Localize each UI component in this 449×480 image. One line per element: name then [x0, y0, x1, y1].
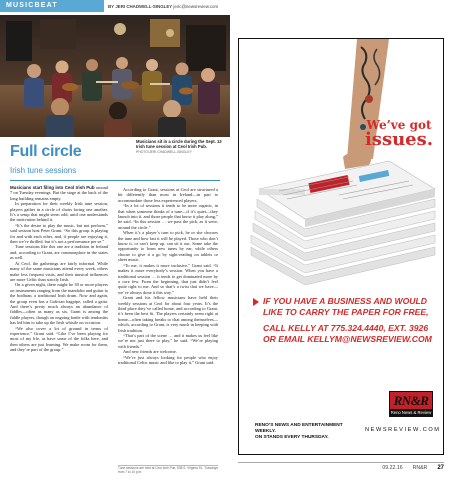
- ad-tagline-line1: RENO’S NEWS AND ENTERTAINMENT WEEKLY.: [255, 423, 343, 434]
- paragraph: “We also cover a lot of ground in terms of experience,” Grant said. “Like I’ve been playing for most of my life, as have some of the folks here, and then others are just learning. We make room for them, and they’re part of the group.”: [10, 325, 108, 353]
- arrow-right-icon: [253, 298, 259, 306]
- ad-headline-line2: issues.: [364, 129, 434, 150]
- rnr-logo: [389, 391, 433, 417]
- lede-text: Musicians start filing into Ceol Irish Pub: [10, 185, 95, 190]
- paragraph: Tune sessions like this one are a tradition in Ireland and, according to Grant, are commonplace in the states as well.: [10, 244, 108, 261]
- paragraph: “To me, it makes it more inclusive,” Grant said. “It makes it more everybody’s session. When you have a traditional session … it tends to get dominated more by a core few. From the beginning, that just didn’t feel quite right to me. And so that’s a twist that we have—we’ve always done it this way.”: [118, 262, 218, 295]
- ad-contact-phone[interactable]: CALL KELLY AT 775.324.4440, EXT. 3926: [263, 323, 429, 333]
- paragraph: “We’re just always looking for people who enjoy traditional Celtic music and like to play it,” Grant said.: [118, 354, 218, 365]
- ad-copy-line: LIKE TO CARRY THE PAPER FOR FREE,: [263, 307, 429, 317]
- paragraph: around 7 on Tuesday evenings. But the stage at the back of the long building remains empty.: [10, 185, 108, 201]
- headline-rule: [10, 180, 220, 181]
- photo-caption: [136, 139, 228, 155]
- paragraph: At Ceol, the gatherings are fairly informal. While many of the same musicians attend every week, others make less frequent visits, and their musical influences are more Celtic than strictly Irish.: [10, 260, 108, 282]
- paragraph: “In a lot of sessions it tends to be more organic, in that when someone thinks of a tune—if it’s quiet—they launch into it, and those people that know it play along,” he said. “In this session … we pass the pick, as it were, around the circle.”: [118, 203, 218, 230]
- ad-tagline-line2: ON STANDS EVERY THURSDAY.: [255, 435, 329, 440]
- paragraph: When it’s a player’s turn to pick, he or she chooses the tune and how fast it will be played. Those who don’t know it, or can’t keep up, can sit it out. Some take the opportunity to learn new tunes by ear, while others choose to give it a go by sight-reading on tablets or sheet music.: [118, 230, 218, 263]
- lede-paragraph: [10, 185, 108, 201]
- ad-headline: [357, 119, 441, 149]
- paragraph: Grant and his fellow musicians have held their weekly sessions at Ceol for about four years. It’s the third place they’ve called home, and according to Grant, it’s been the best fit. The players certainly seem right at home—often taking breaks to chat among themselves—which, according to Grant, is very much in keeping with Irish tradition.: [118, 295, 218, 333]
- pub-session-photo: [0, 15, 230, 137]
- paragraph: “It’s the desire to play the music, but not perform,” said session host Peter Grant. “So this group is playing for and with each other, and, if people are enjoying it, then we’re thrilled, but it’s not a performance per se.”: [10, 222, 108, 245]
- article-column-left: [10, 185, 108, 353]
- paragraph: “That’s part of the scene … and it makes us feel like we’re not just there to play,” he said. “We’re playing with friends.”: [118, 332, 218, 349]
- house-ad: [238, 38, 444, 455]
- ad-copy-line: IF YOU HAVE A BUSINESS AND WOULD: [263, 296, 427, 306]
- rnr-logo-bar: Reno News & Review: [390, 410, 432, 415]
- section-header: [0, 0, 230, 12]
- byline-email: jeric@newsreview.com: [173, 3, 219, 9]
- caption-text: Musicians sit in a circle during the Sept. 13 Irish tune session at Ceol Irish Pub.: [136, 139, 222, 149]
- advertisement-page: [232, 0, 449, 480]
- ad-headline-line1: We’ve got: [366, 118, 432, 132]
- article-headline: Full circle: [10, 143, 82, 160]
- newspaper-stack-illustration: [239, 39, 444, 289]
- session-info-footnote: Tune sessions are held at Ceol Irish Pub, 538 S. Virginia St., Tuesdays from 7 to 10 p.m.: [118, 466, 218, 474]
- photo-credit: PHOTO/JERI CHADWELL-SINGLEY: [136, 150, 192, 154]
- paragraph: And new friends are welcome.: [123, 349, 177, 355]
- rnr-logo-mark: RN&R: [393, 393, 429, 408]
- article-photo: [0, 15, 230, 137]
- page-number: 27: [437, 464, 444, 471]
- page-folio: [238, 462, 444, 472]
- ad-tagline: [255, 423, 355, 441]
- ad-website[interactable]: NEWSREVIEW.COM: [365, 427, 441, 433]
- article-column-right: [118, 187, 218, 365]
- byline-prefix: BY: [108, 3, 115, 9]
- issue-date: 09.22.16: [382, 464, 403, 471]
- byline-author: JERI CHADWELL-SINGLEY: [115, 3, 173, 9]
- ad-copy: [253, 296, 439, 345]
- publication-name: RN&R: [412, 464, 428, 471]
- ad-contact-email[interactable]: OR EMAIL KELLYM@NEWSREVIEW.COM: [263, 334, 432, 344]
- paragraph: In preparation for their weekly Irish tune session, players gather in a circle of chairs facing one another. It’s a setup that might seem odd, until one understands the motivation behind it.: [10, 201, 108, 223]
- article-deck: Irish tune sessions: [10, 166, 77, 175]
- byline: [108, 4, 218, 9]
- paragraph: According to Grant, sessions at Ceol are structured a bit differently than most in Ireland—in part to accommodate those less experienced players.: [118, 187, 218, 203]
- ad-copy-row: [253, 296, 439, 307]
- newspaper-stack: [251, 161, 435, 285]
- section-label: MUSICBEAT: [0, 0, 104, 12]
- paragraph: On a given night, there might be 30 or more players on instruments ranging from the mandolin and guitar to the bodhran, a traditional Irish drum. Now and again, the group even has a Galician bagpipe, called a gaita. And there’s pretty much always an abundance of fiddles—often as many as six. Grant is among the fiddle players, though an ongoing battle with tendonitis has led him to take up the Irish whistle on occasion.: [10, 282, 108, 326]
